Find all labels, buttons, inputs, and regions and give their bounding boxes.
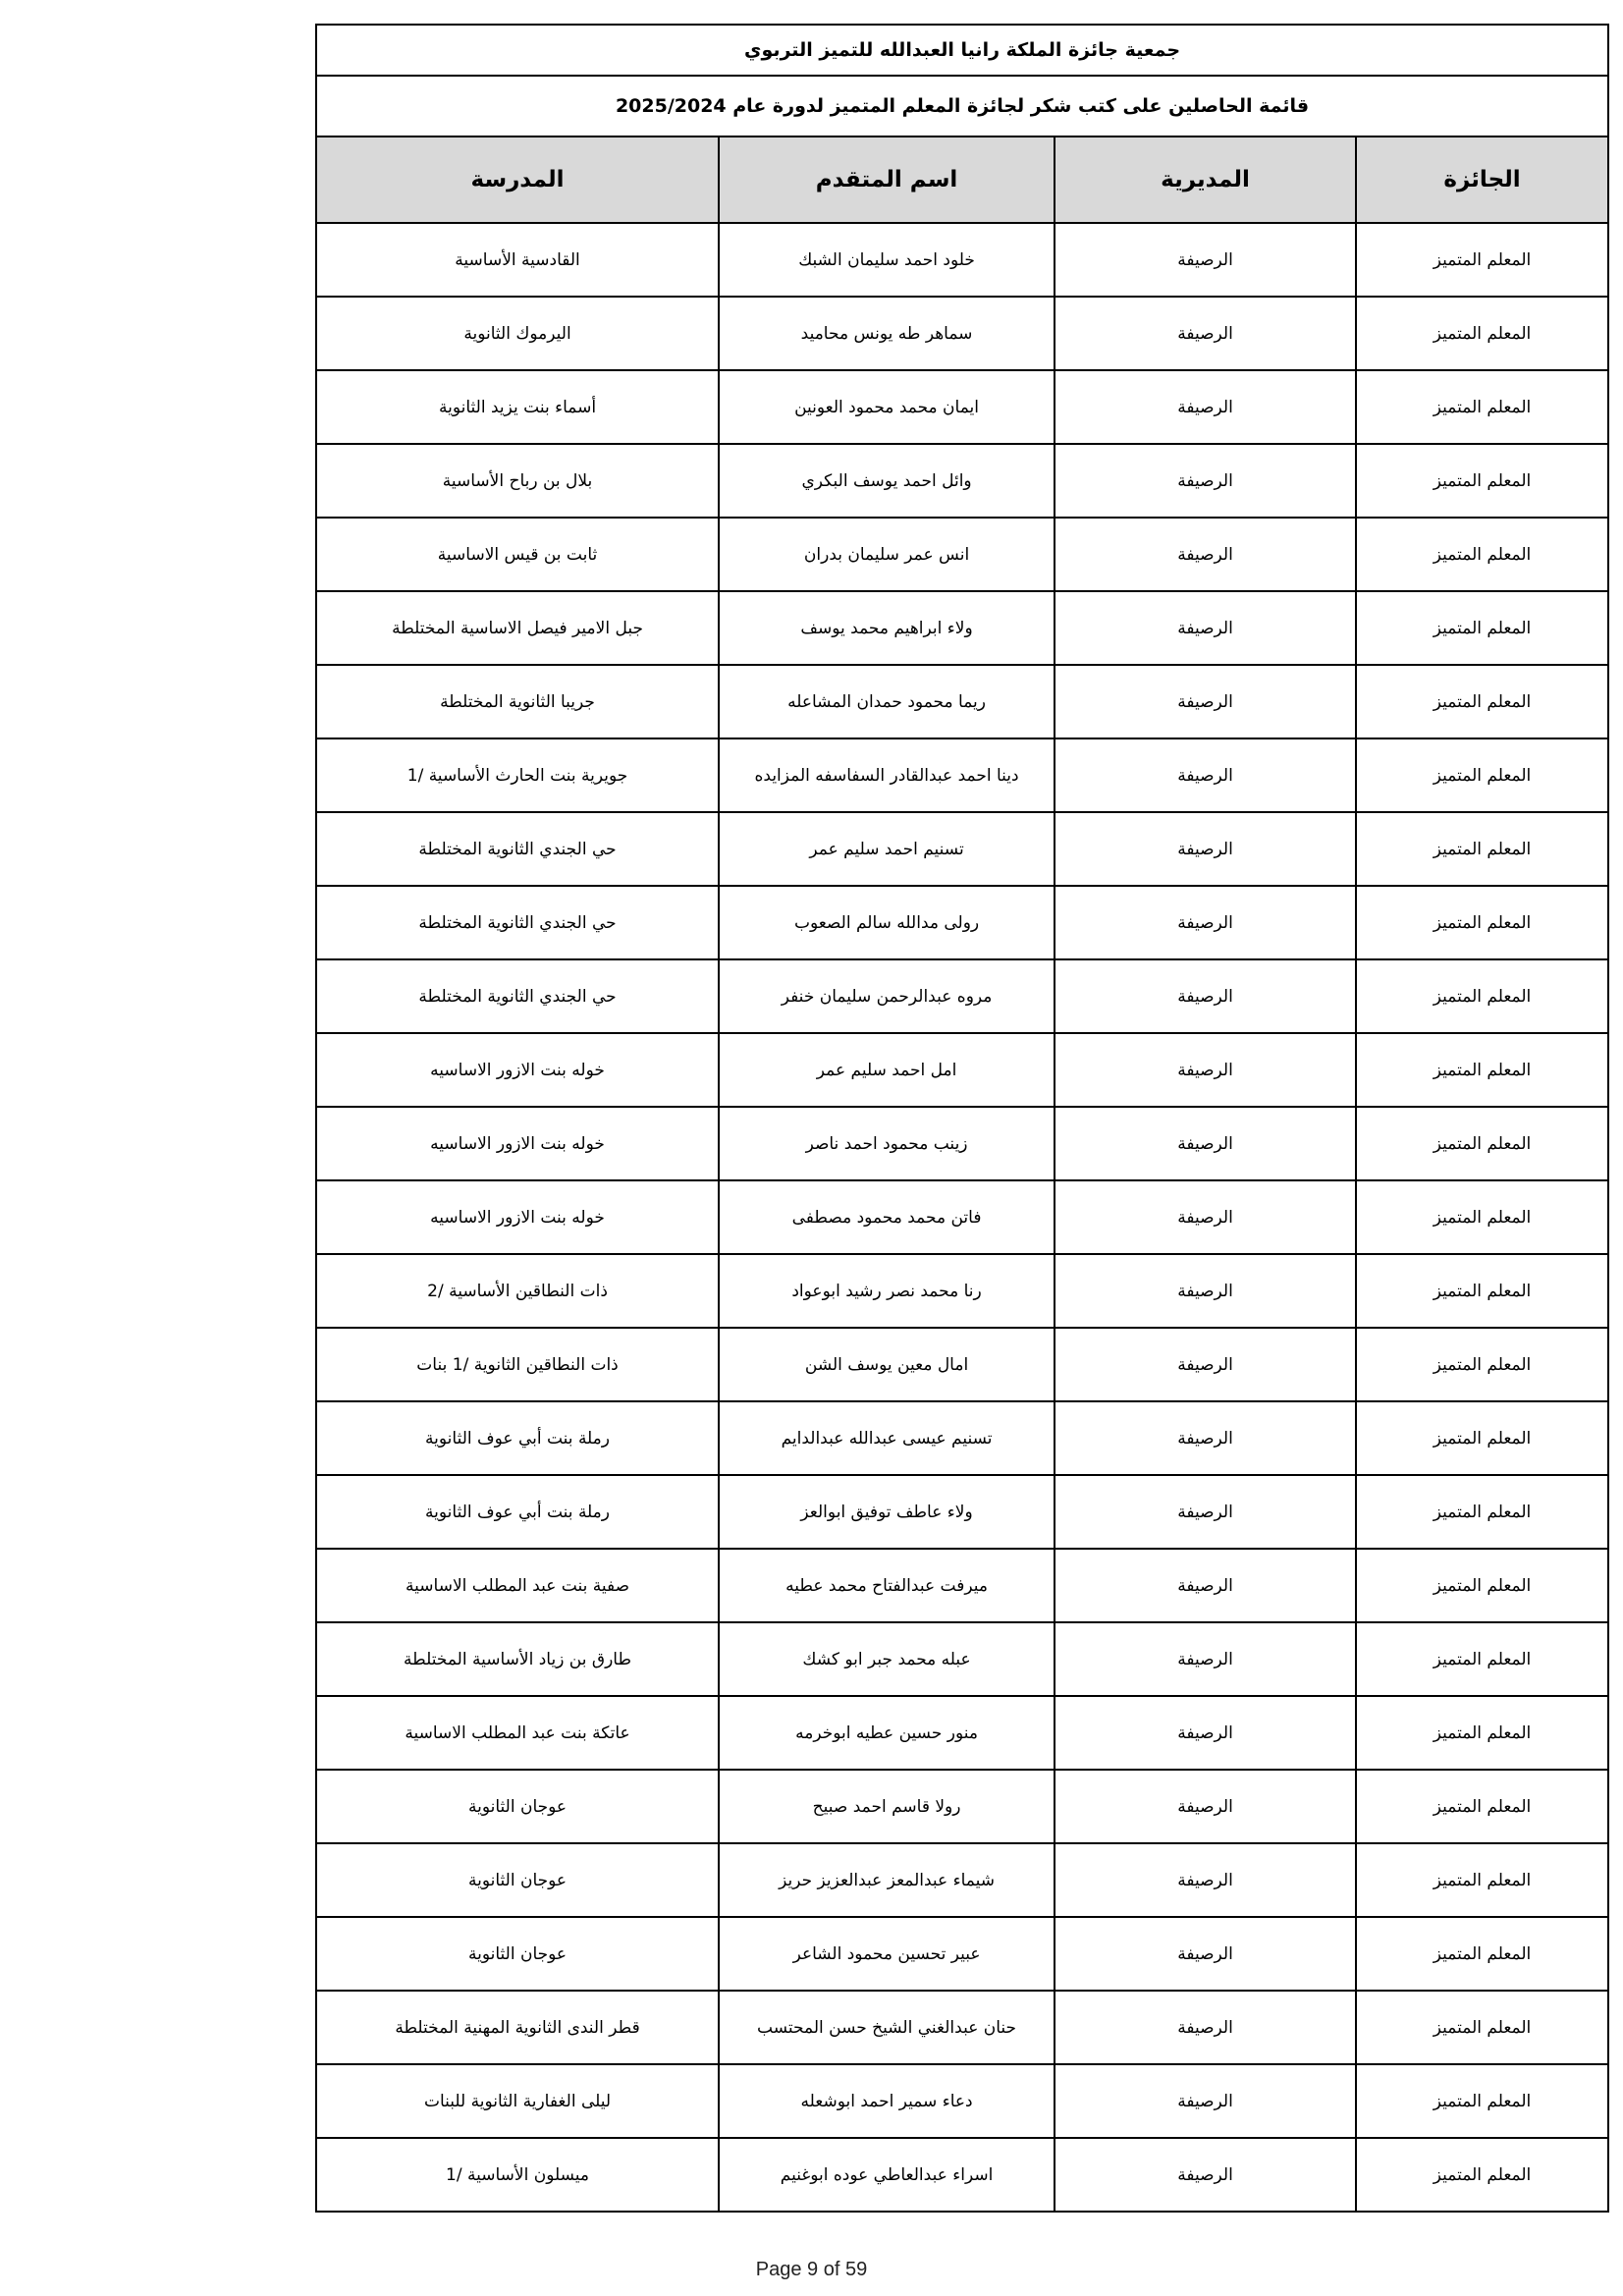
table-row — [316, 2064, 1608, 2138]
table-row — [316, 1917, 1608, 1991]
cell-award: المعلم المتميز — [1356, 886, 1608, 959]
cell-applicant: ولاء ابراهيم محمد يوسف — [719, 591, 1055, 665]
cell-directorate: الرصيفة — [1055, 2064, 1356, 2138]
table-row — [316, 959, 1608, 1033]
cell-directorate: الرصيفة — [1055, 1180, 1356, 1254]
cell-directorate: الرصيفة — [1055, 1107, 1356, 1180]
cell-applicant: ميرفت عبدالفتاح محمد عطيه — [719, 1549, 1055, 1622]
cell-directorate: الرصيفة — [1055, 1696, 1356, 1770]
table-row — [316, 665, 1608, 738]
cell-school: ذات النطاقين الثانوية /1 بنات — [316, 1328, 719, 1401]
table-row — [316, 1622, 1608, 1696]
cell-school: ذات النطاقين الأساسية /2 — [316, 1254, 719, 1328]
table-row — [316, 518, 1608, 591]
cell-school: جريبا الثانوية المختلطة — [316, 665, 719, 738]
cell-award: المعلم المتميز — [1356, 665, 1608, 738]
document-page — [315, 24, 1607, 2213]
cell-applicant: رولى مدالله سالم الصعوب — [719, 886, 1055, 959]
cell-award: المعلم المتميز — [1356, 2064, 1608, 2138]
cell-award: المعلم المتميز — [1356, 1843, 1608, 1917]
cell-school: عاتكة بنت عبد المطلب الاساسية — [316, 1696, 719, 1770]
page-number: Page 9 of 59 — [755, 2259, 868, 2280]
cell-school: خوله بنت الازور الاساسيه — [316, 1180, 719, 1254]
cell-applicant: ايمان محمد محمود العونين — [719, 370, 1055, 444]
table-row — [316, 1843, 1608, 1917]
cell-applicant: مروه عبدالرحمن سليمان خنفر — [719, 959, 1055, 1033]
cell-applicant: عبله محمد جبر ابو كشك — [719, 1622, 1055, 1696]
cell-applicant: منور حسين عطيه ابوخرمه — [719, 1696, 1055, 1770]
cell-applicant: اسراء عبدالعاطي عوده ابوغنيم — [719, 2138, 1055, 2212]
cell-directorate: الرصيفة — [1055, 1991, 1356, 2064]
cell-directorate: الرصيفة — [1055, 1549, 1356, 1622]
cell-school: حي الجندي الثانوية المختلطة — [316, 886, 719, 959]
cell-award: المعلم المتميز — [1356, 1180, 1608, 1254]
cell-school: جبل الامير فيصل الاساسية المختلطة — [316, 591, 719, 665]
awardees-table — [315, 24, 1609, 2213]
table-row — [316, 1254, 1608, 1328]
table-row — [316, 297, 1608, 370]
cell-directorate: الرصيفة — [1055, 959, 1356, 1033]
cell-applicant: ولاء عاطف توفيق ابوالعز — [719, 1475, 1055, 1549]
cell-directorate: الرصيفة — [1055, 370, 1356, 444]
cell-school: خوله بنت الازور الاساسيه — [316, 1107, 719, 1180]
table-row — [316, 1991, 1608, 2064]
cell-directorate: الرصيفة — [1055, 1328, 1356, 1401]
cell-directorate: الرصيفة — [1055, 886, 1356, 959]
cell-directorate: الرصيفة — [1055, 2138, 1356, 2212]
cell-directorate: الرصيفة — [1055, 1475, 1356, 1549]
table-row — [316, 738, 1608, 812]
table-row — [316, 223, 1608, 297]
cell-applicant: دينا احمد عبدالقادر السفاسفه المزايده — [719, 738, 1055, 812]
cell-school: ثابت بن قيس الاساسية — [316, 518, 719, 591]
cell-school: قطر الندى الثانوية المهنية المختلطة — [316, 1991, 719, 2064]
cell-award: المعلم المتميز — [1356, 223, 1608, 297]
cell-award: المعلم المتميز — [1356, 1475, 1608, 1549]
cell-directorate: الرصيفة — [1055, 1843, 1356, 1917]
cell-award: المعلم المتميز — [1356, 1622, 1608, 1696]
cell-award: المعلم المتميز — [1356, 297, 1608, 370]
cell-school: عوجان الثانوية — [316, 1917, 719, 1991]
column-header-award: الجائزة — [1356, 137, 1608, 223]
cell-directorate: الرصيفة — [1055, 812, 1356, 886]
organization-title: جمعية جائزة الملكة رانيا العبدالله للتميز التربوي — [316, 25, 1608, 76]
table-row — [316, 1180, 1608, 1254]
cell-directorate: الرصيفة — [1055, 1254, 1356, 1328]
cell-award: المعلم المتميز — [1356, 1917, 1608, 1991]
cell-directorate: الرصيفة — [1055, 1401, 1356, 1475]
table-row — [316, 444, 1608, 518]
cell-directorate: الرصيفة — [1055, 591, 1356, 665]
cell-directorate: الرصيفة — [1055, 1770, 1356, 1843]
cell-applicant: دعاء سمير احمد ابوشعله — [719, 2064, 1055, 2138]
cell-award: المعلم المتميز — [1356, 1254, 1608, 1328]
cell-applicant: رنا محمد نصر رشيد ابوعواد — [719, 1254, 1055, 1328]
cell-school: خوله بنت الازور الاساسيه — [316, 1033, 719, 1107]
table-row — [316, 1696, 1608, 1770]
cell-applicant: امال معين يوسف الشن — [719, 1328, 1055, 1401]
cell-award: المعلم المتميز — [1356, 812, 1608, 886]
cell-directorate: الرصيفة — [1055, 518, 1356, 591]
cell-applicant: تسنيم عيسى عبدالله عبدالدايم — [719, 1401, 1055, 1475]
cell-award: المعلم المتميز — [1356, 1549, 1608, 1622]
table-row — [316, 591, 1608, 665]
column-header-directorate: المديرية — [1055, 137, 1356, 223]
cell-school: رملة بنت أبي عوف الثانوية — [316, 1475, 719, 1549]
table-row — [316, 370, 1608, 444]
table-row — [316, 812, 1608, 886]
table-row — [316, 886, 1608, 959]
cell-directorate: الرصيفة — [1055, 1917, 1356, 1991]
cell-directorate: الرصيفة — [1055, 223, 1356, 297]
cell-award: المعلم المتميز — [1356, 591, 1608, 665]
table-body — [316, 223, 1608, 2212]
cell-award: المعلم المتميز — [1356, 1328, 1608, 1401]
cell-award: المعلم المتميز — [1356, 1991, 1608, 2064]
cell-directorate: الرصيفة — [1055, 444, 1356, 518]
cell-award: المعلم المتميز — [1356, 738, 1608, 812]
cell-school: جويرية بنت الحارث الأساسية /1 — [316, 738, 719, 812]
cell-applicant: ريما محمود حمدان المشاعله — [719, 665, 1055, 738]
table-row — [316, 1107, 1608, 1180]
cell-applicant: وائل احمد يوسف البكري — [719, 444, 1055, 518]
cell-directorate: الرصيفة — [1055, 665, 1356, 738]
table-row — [316, 1770, 1608, 1843]
table-row — [316, 2138, 1608, 2212]
cell-applicant: فاتن محمد محمود مصطفى — [719, 1180, 1055, 1254]
list-title: قائمة الحاصلين على كتب شكر لجائزة المعلم المتميز لدورة عام 2025/2024 — [316, 76, 1608, 137]
cell-award: المعلم المتميز — [1356, 1033, 1608, 1107]
cell-award: المعلم المتميز — [1356, 444, 1608, 518]
column-header-school: المدرسة — [316, 137, 719, 223]
cell-school: رملة بنت أبي عوف الثانوية — [316, 1401, 719, 1475]
cell-award: المعلم المتميز — [1356, 2138, 1608, 2212]
cell-applicant: سماهر طه يونس محاميد — [719, 297, 1055, 370]
cell-award: المعلم المتميز — [1356, 1107, 1608, 1180]
cell-applicant: زينب محمود احمد ناصر — [719, 1107, 1055, 1180]
cell-directorate: الرصيفة — [1055, 1622, 1356, 1696]
cell-school: اليرموك الثانوية — [316, 297, 719, 370]
cell-directorate: الرصيفة — [1055, 738, 1356, 812]
cell-applicant: شيماء عبدالمعز عبدالعزيز حريز — [719, 1843, 1055, 1917]
cell-school: عوجان الثانوية — [316, 1770, 719, 1843]
cell-award: المعلم المتميز — [1356, 1770, 1608, 1843]
cell-school: القادسية الأساسية — [316, 223, 719, 297]
column-header-applicant: اسم المتقدم — [719, 137, 1055, 223]
table-row — [316, 1401, 1608, 1475]
cell-school: ليلى الغفارية الثانوية للبنات — [316, 2064, 719, 2138]
table-row — [316, 1033, 1608, 1107]
cell-award: المعلم المتميز — [1356, 370, 1608, 444]
cell-applicant: تسنيم احمد سليم عمر — [719, 812, 1055, 886]
cell-school: طارق بن زياد الأساسية المختلطة — [316, 1622, 719, 1696]
cell-award: المعلم المتميز — [1356, 1696, 1608, 1770]
column-header-row — [316, 137, 1608, 223]
cell-award: المعلم المتميز — [1356, 518, 1608, 591]
cell-applicant: امل احمد سليم عمر — [719, 1033, 1055, 1107]
table-row — [316, 1328, 1608, 1401]
cell-applicant: رولا قاسم احمد صبيح — [719, 1770, 1055, 1843]
cell-applicant: خلود احمد سليمان الشبك — [719, 223, 1055, 297]
cell-award: المعلم المتميز — [1356, 959, 1608, 1033]
cell-applicant: حنان عبدالغني الشيخ حسن المحتسب — [719, 1991, 1055, 2064]
table-row — [316, 1475, 1608, 1549]
cell-school: حي الجندي الثانوية المختلطة — [316, 959, 719, 1033]
cell-school: عوجان الثانوية — [316, 1843, 719, 1917]
cell-applicant: انس عمر سليمان بدران — [719, 518, 1055, 591]
cell-applicant: عبير تحسين محمود الشاعر — [719, 1917, 1055, 1991]
cell-school: بلال بن رباح الأساسية — [316, 444, 719, 518]
cell-school: ميسلون الأساسية /1 — [316, 2138, 719, 2212]
cell-school: صفية بنت عبد المطلب الاساسية — [316, 1549, 719, 1622]
cell-school: أسماء بنت يزيد الثانوية — [316, 370, 719, 444]
table-row — [316, 1549, 1608, 1622]
cell-award: المعلم المتميز — [1356, 1401, 1608, 1475]
cell-directorate: الرصيفة — [1055, 1033, 1356, 1107]
cell-directorate: الرصيفة — [1055, 297, 1356, 370]
cell-school: حي الجندي الثانوية المختلطة — [316, 812, 719, 886]
